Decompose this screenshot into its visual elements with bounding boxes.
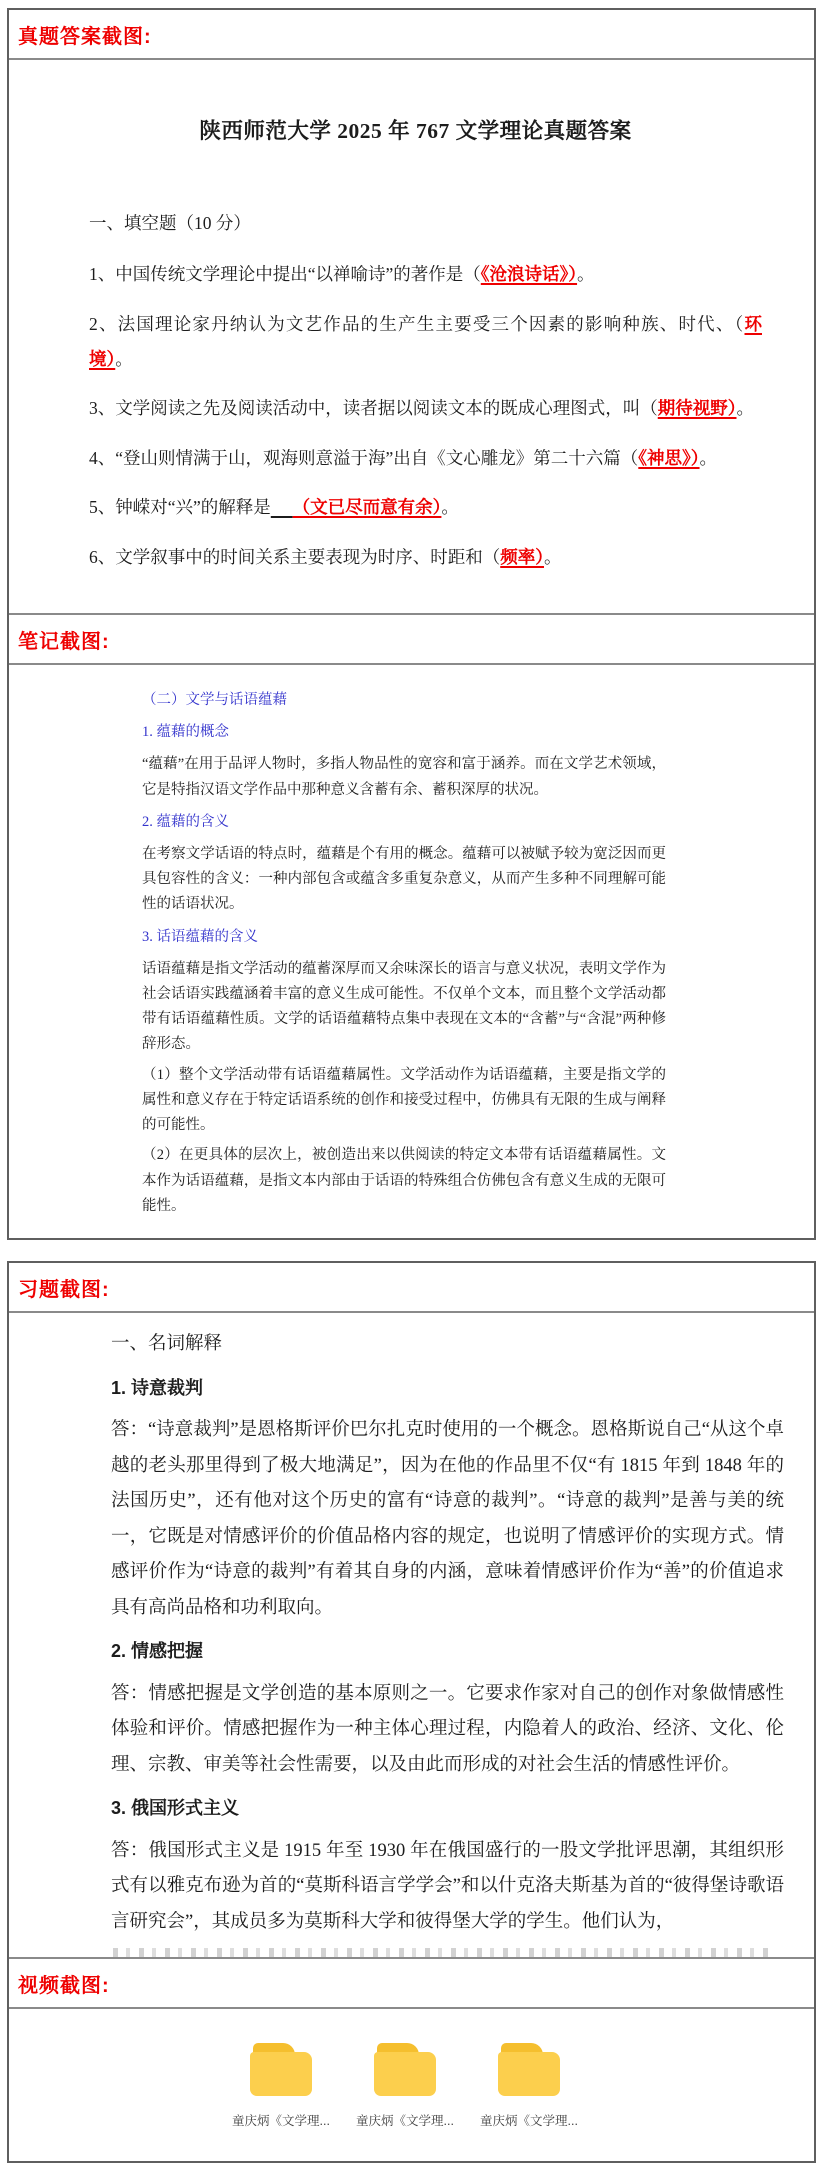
question-text: 。 <box>441 497 459 518</box>
exercise-section-heading: 一、名词解释 <box>111 1334 223 1354</box>
folder-label: 童庆炳《文学理... <box>356 2114 454 2129</box>
exercises-section-label: 习题截图: <box>9 1263 814 1313</box>
fill-in-item <box>89 490 762 525</box>
question-text: 5、钟嵘对“兴”的解释是 <box>89 497 271 518</box>
note-paragraph: 话语蕴藉是指文学活动的蕴蓄深厚而又余味深长的语言与意义状况，表明文学作为社会话语实践蕴涵着丰富的意义生成可能性。不仅单个文本，而且整个文学活动都带有话语蕴藉性质。文学的话语蕴藉特点集中表现在文本的“含蓄”与“含混”两种修辞形态。 <box>142 960 666 1053</box>
term-heading: 3. 俄国形式主义 <box>111 1798 240 1819</box>
document-title: 陕西师范大学 2025 年 767 文学理论真题答案 <box>199 119 632 143</box>
exercises-content <box>9 1313 814 1959</box>
videos-content <box>9 2009 814 2161</box>
note-paragraph: “蕴藉”在用于品评人物时，多指人物品性的宽容和富于涵养。而在文学艺术领域，它是特指汉语文学作品中那种意义含蓄有余、蓄积深厚的状况。 <box>142 756 666 798</box>
folder-body-shape <box>374 2052 436 2096</box>
note-heading: 1. 蕴藉的概念 <box>142 724 229 741</box>
folder-label: 童庆炳《文学理... <box>480 2114 578 2129</box>
folder-icon <box>250 2043 312 2096</box>
notes-content <box>9 665 814 1238</box>
answers-section-label: 真题答案截图: <box>9 10 814 60</box>
folder-icon <box>498 2043 560 2096</box>
question-text: 1、中国传统文学理论中提出“以禅喻诗”的著作是（ <box>89 264 481 285</box>
fill-in-item <box>89 257 762 292</box>
fill-in-items <box>89 257 762 574</box>
question-text: 6、文学叙事中的时间关系主要表现为时序、时距和（ <box>89 546 501 567</box>
answer-blank-underline <box>271 497 293 517</box>
clipped-text-sliver <box>113 1948 774 1957</box>
answers-notes-panel <box>7 8 816 1240</box>
note-heading: 3. 话语蕴藉的含义 <box>142 928 258 945</box>
video-folder[interactable] <box>219 2043 343 2129</box>
folder-body-shape <box>250 2052 312 2096</box>
answer-text: 环境） <box>89 313 762 370</box>
question-text: 3、文学阅读之先及阅读活动中，读者据以阅读文本的既成心理图式，叫（ <box>89 398 658 419</box>
videos-section-label: 视频截图: <box>9 1959 814 2009</box>
note-paragraph: （1）整个文学活动带有话语蕴藉属性。文学活动作为话语蕴藉，主要是指文学的属性和意义存在于特定话语系统的创作和接受过程中，仿佛具有无限的生成与阐释的可能性。 <box>142 1066 666 1134</box>
answers-content <box>9 60 814 615</box>
question-text: 4、“登山则情满于山，观海则意溢于海”出自《文心雕龙》第二十六篇（ <box>89 447 639 468</box>
fill-in-item <box>89 307 762 378</box>
question-text: 。 <box>115 349 133 370</box>
answer-text: 期待视野） <box>657 398 737 419</box>
note-heading: （二）文学与话语蕴藉 <box>142 691 287 708</box>
question-text: 2、法国理论家丹纳认为文艺作品的生产生主要受三个因素的影响种族、时代、（ <box>89 313 745 334</box>
fill-in-item <box>89 540 762 575</box>
fill-in-item <box>89 441 762 476</box>
answer-paragraph: 答：“诗意裁判”是恩格斯评价巴尔扎克时使用的一个概念。恩格斯说自己“从这个卓越的老头那里得到了极大地满足”，因为在他的作品里不仅“有 1815 年到 1848 年的法国历史”，还有他对这个历史的富有“诗意的裁判”。“诗意的裁判”是善与美的统一，它既是对情感评价的价值品格内容的规定，也说明了情感评价的实现方式。情感评价作为“诗意的裁判”有着其自身的内涵，意味着情感评价作为“善”的价值追求具有高尚品格和功利取向。 <box>111 1420 784 1618</box>
note-paragraph: （2）在更具体的层次上，被创造出来以供阅读的特定文本带有话语蕴藉属性。文本作为话语蕴藉，是指文本内部由于话语的特殊组合仿佛包含有意义生成的无限可能性。 <box>142 1147 666 1214</box>
answer-paragraph: 答：情感把握是文学创造的基本原则之一。它要求作家对自己的创作对象做情感性体验和评价。情感把握作为一种主体心理过程，内隐着人的政治、经济、文化、伦理、宗教、审美等社会性需要，以及由此而形成的对社会生活的情感性评价。 <box>111 1683 784 1775</box>
video-folder[interactable] <box>343 2043 467 2129</box>
notes-section-label: 笔记截图: <box>9 615 814 665</box>
answer-text: 频率） <box>500 546 544 567</box>
note-heading: 2. 蕴藉的含义 <box>142 813 229 830</box>
answer-paragraph: 答：俄国形式主义是 1915 年至 1930 年在俄国盛行的一股文学批评思潮，其组织形式有以雅克布逊为首的“莫斯科语言学学会”和以什克洛夫斯基为首的“彼得堡诗歌语言研究会”，其成员多为莫斯科大学和彼得堡大学的学生。他们认为， <box>111 1840 784 1932</box>
question-text: 。 <box>577 264 595 285</box>
answer-text: 《神思》） <box>638 447 700 468</box>
answer-text: （文已尽而意有余） <box>292 497 442 518</box>
folder-label: 童庆炳《文学理... <box>232 2114 330 2129</box>
note-paragraph: 在考察文学话语的特点时，蕴藉是个有用的概念。蕴藉可以被赋予较为宽泛因而更具包容性的含义：一种内部包含或蕴含多重复杂意义，从而产生多种不同理解可能性的话语状况。 <box>142 845 666 913</box>
question-text: 。 <box>544 546 562 567</box>
answer-text: 《沧浪诗话》） <box>480 264 578 285</box>
question-text: 。 <box>736 398 754 419</box>
fill-in-section-heading: 一、填空题（10 分） <box>89 213 251 234</box>
exercises-videos-panel <box>7 1261 816 2163</box>
exercise-blocks <box>111 1327 784 1940</box>
term-heading: 1. 诗意裁判 <box>111 1377 204 1398</box>
fill-in-item <box>89 391 762 426</box>
question-text: 。 <box>699 447 718 468</box>
folder-body-shape <box>498 2052 560 2096</box>
folder-icon <box>374 2043 436 2096</box>
video-folder[interactable] <box>467 2043 591 2129</box>
term-heading: 2. 情感把握 <box>111 1641 204 1662</box>
